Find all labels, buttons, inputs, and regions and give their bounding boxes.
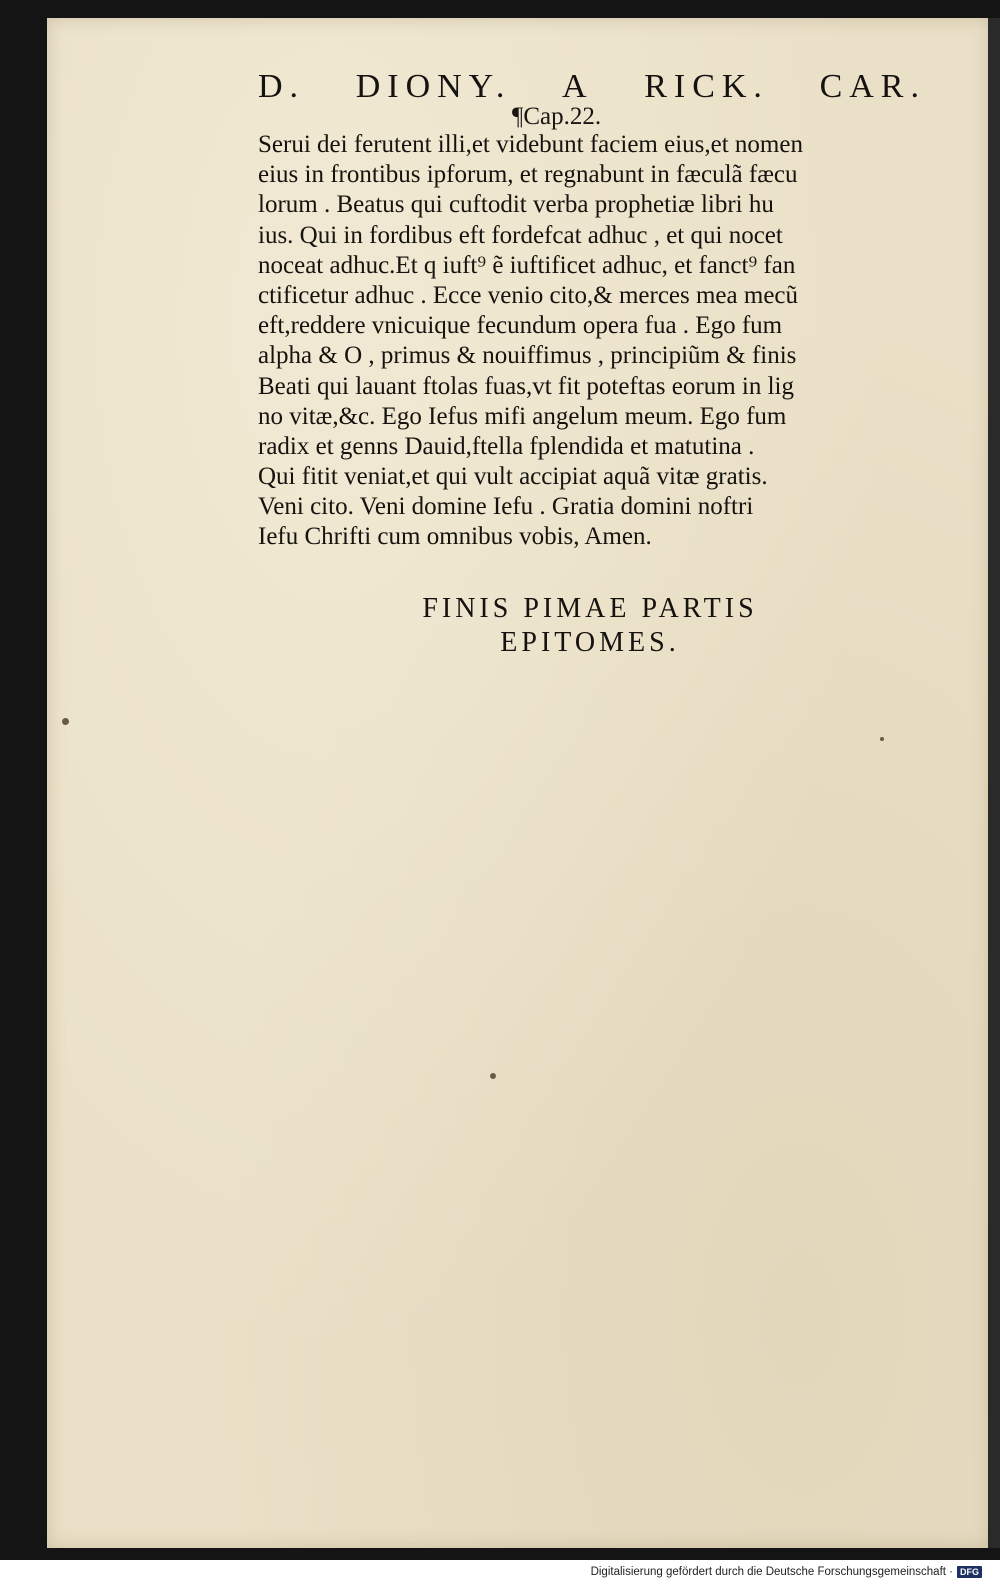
- paper-speck: [62, 718, 69, 725]
- finis-line: FINIS PIMAE PARTIS: [422, 593, 758, 624]
- text-line: eius in frontibus ipforum, et regnabunt in fæculã fæcu: [258, 161, 798, 189]
- chapter-label: ¶Cap.22.: [512, 103, 602, 130]
- running-head-word: RICK.: [644, 68, 769, 105]
- finis-heading: [300, 592, 880, 660]
- text-line: Serui dei ferutent illi,et videbunt faciem eius,et nomen: [258, 131, 803, 158]
- text-line: ctificetur adhuc . Ecce venio cito,& merces mea mecũ: [258, 281, 799, 309]
- text-line: noceat adhuc.Et q iuft⁹ ẽ iuftificet adhuc, et fanct⁹ fan: [258, 251, 796, 279]
- text-line: eft,reddere vnicuique fecundum opera fua . Ego fum: [258, 312, 783, 340]
- running-head-word: D.: [258, 68, 306, 105]
- running-head: [258, 68, 926, 106]
- text-line: Qui fitit veniat,et qui vult accipiat aquã vitæ gratis.: [258, 463, 768, 491]
- text-line: no vitæ,&c. Ego Iefus mifi angelum meum. Ego fum: [258, 402, 787, 430]
- text-line: lorum . Beatus qui cuftodit verba prophetiæ libri hu: [258, 191, 774, 219]
- text-line: Iefu Chrifti cum omnibus vobis, Amen.: [258, 523, 652, 551]
- body-text: [258, 130, 930, 553]
- finis-line: EPITOMES.: [500, 627, 680, 658]
- paper-speck: [880, 737, 884, 741]
- dfg-logo-icon: DFG: [957, 1566, 982, 1578]
- paper-speck: [490, 1073, 496, 1079]
- digitization-footer: [591, 1566, 982, 1578]
- text-line: alpha & O , primus & nouiffimus , principiũm & finis: [258, 342, 797, 370]
- text-line: ius. Qui in fordibus eft fordefcat adhuc , et qui nocet: [258, 221, 783, 249]
- running-head-word: CAR.: [819, 68, 926, 105]
- running-head-word: A: [562, 68, 594, 105]
- page-edge-shadow: [988, 18, 1000, 1548]
- footer-text: Digitalisierung gefördert durch die Deutsche Forschungsgemeinschaft ·: [590, 1566, 953, 1578]
- text-line: Beati qui lauant ftolas fuas,vt fit poteftas eorum in lig: [258, 372, 794, 400]
- text-line: radix et genns Dauid,ftella fplendida et matutina .: [258, 432, 755, 460]
- text-line: Veni cito. Veni domine Iefu . Gratia domini noftri: [258, 493, 754, 521]
- running-head-word: DIONY.: [355, 68, 512, 105]
